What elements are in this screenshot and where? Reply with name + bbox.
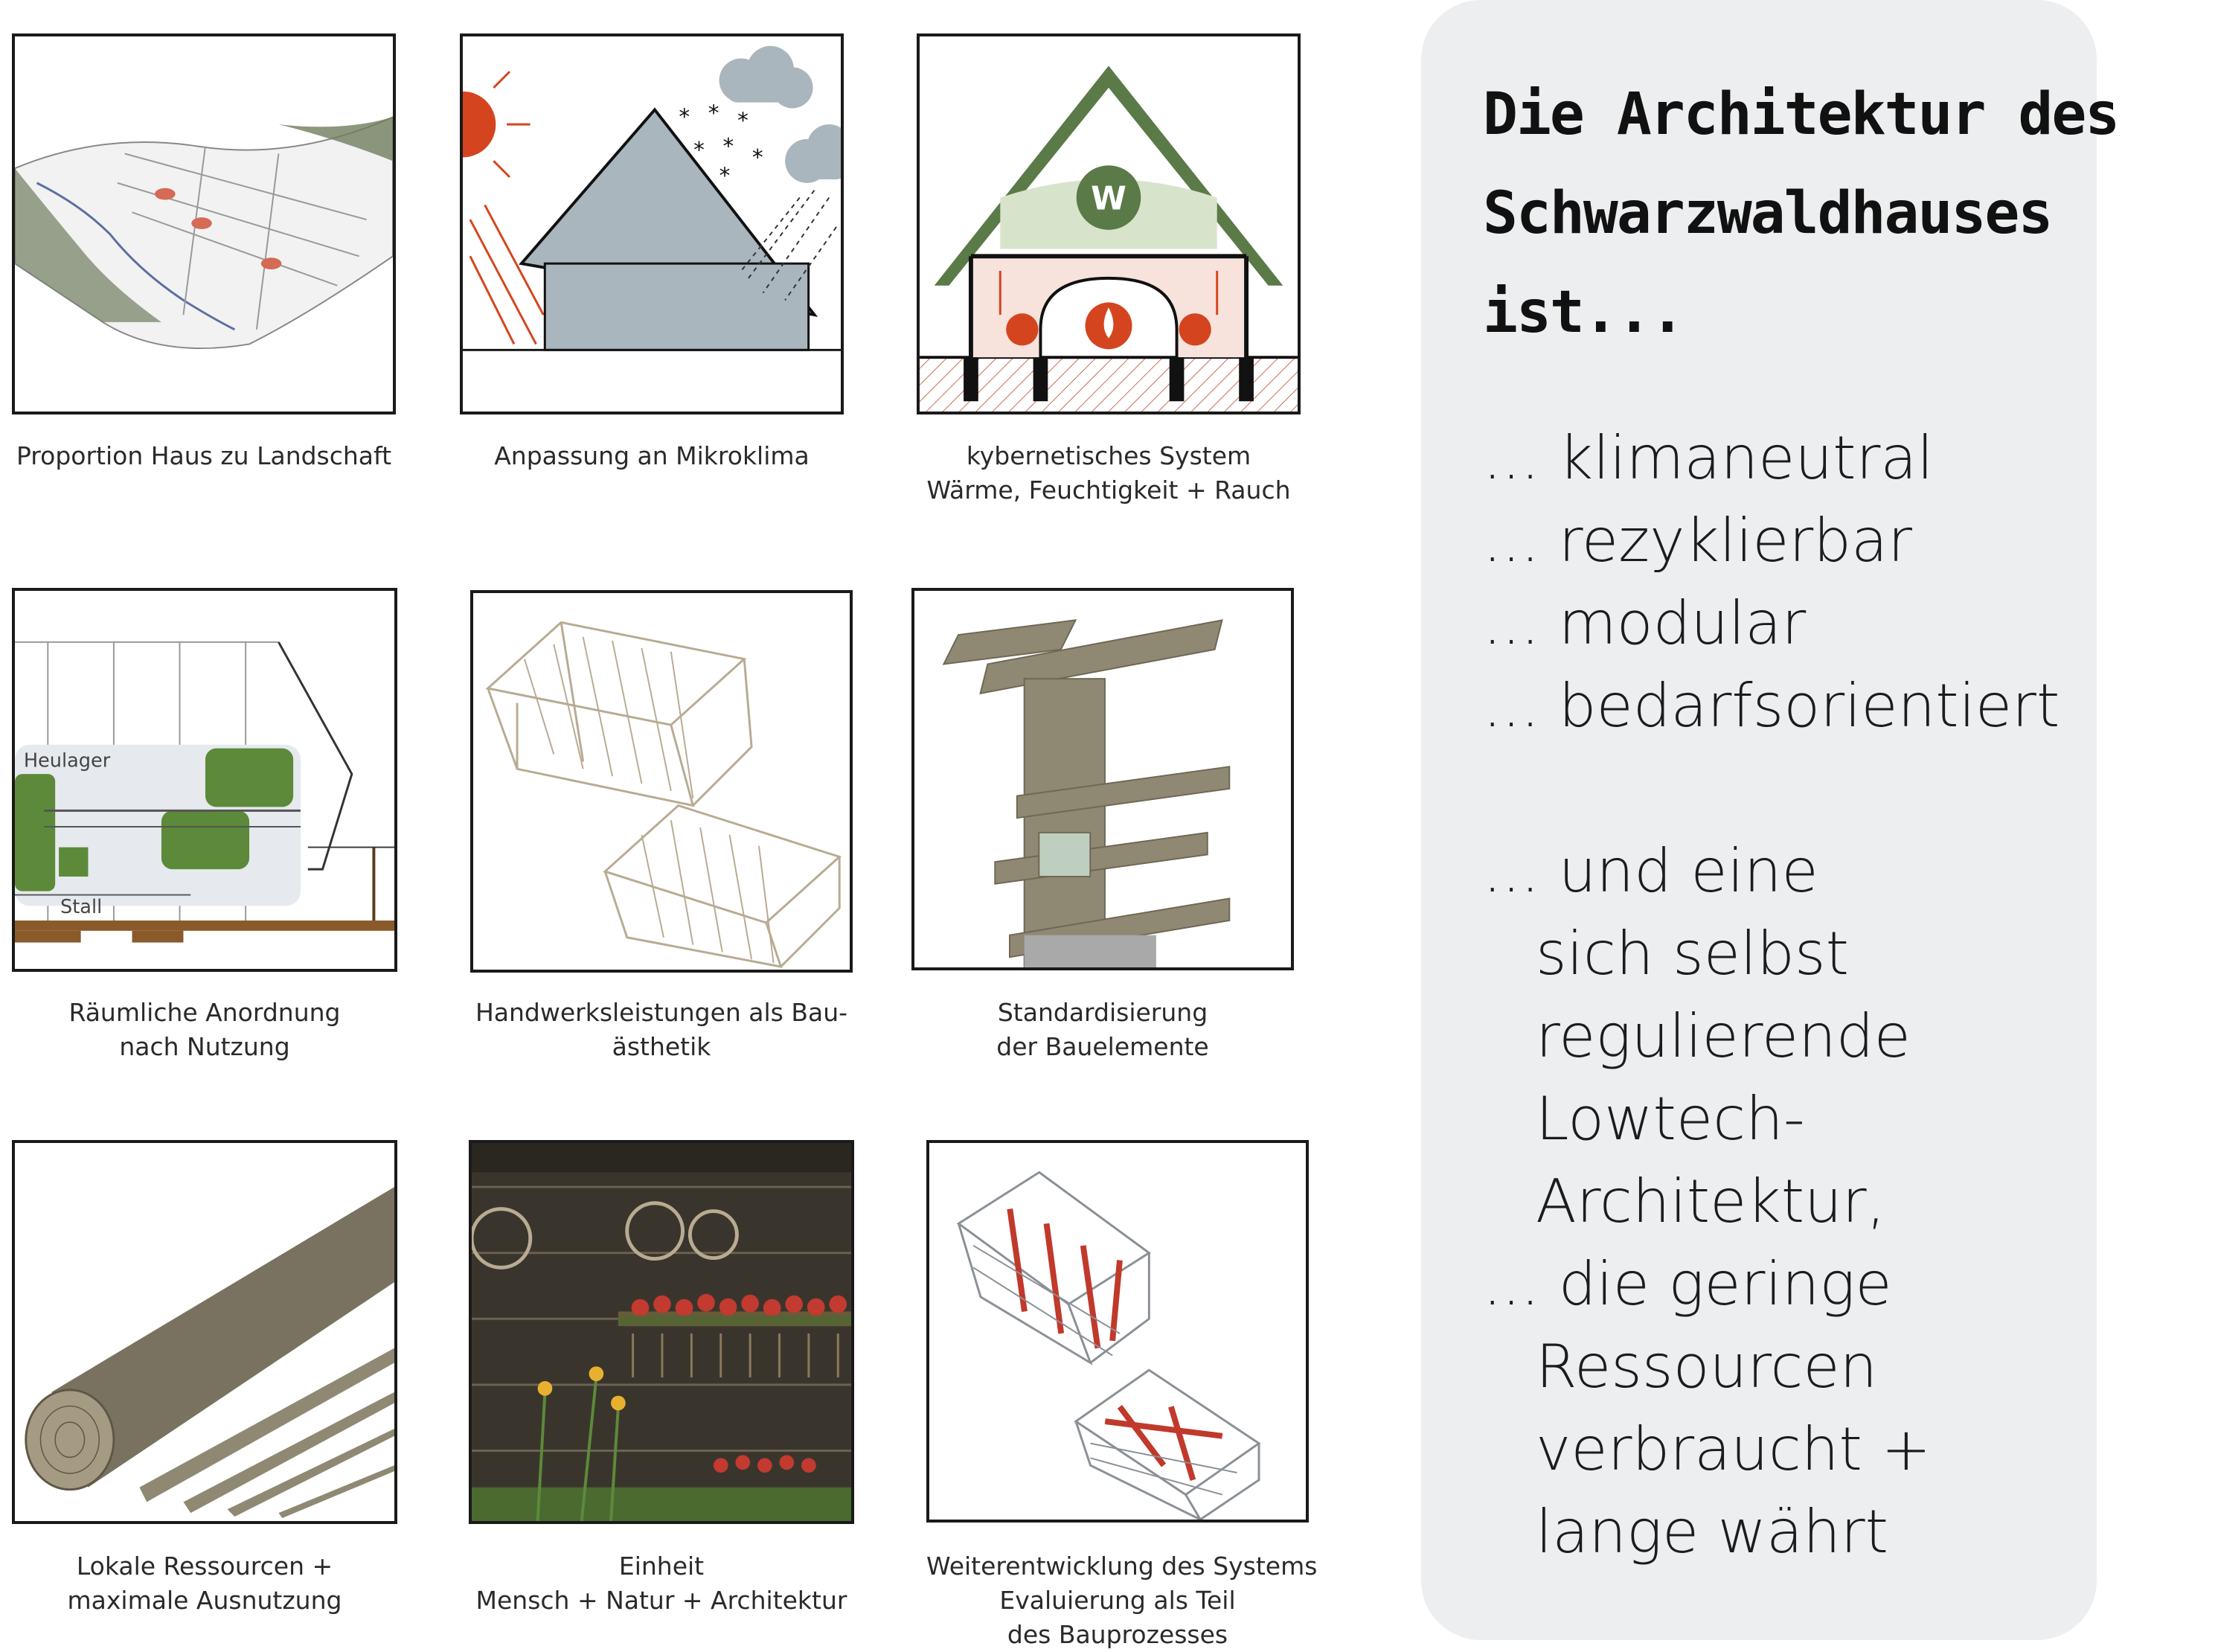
caption-line: Einheit [618,1552,705,1581]
tile-landscape [12,33,396,414]
caption-line: des Bauprozesses [1007,1620,1228,1649]
label-upper: Heulager [23,749,111,772]
statement-line: verbraucht + [1536,1415,1932,1484]
caption-standardization [911,996,1294,1064]
caption-line: maximale Ausnutzung [67,1586,342,1615]
landscape-illustration [15,36,393,412]
caption-local-resources [12,1549,397,1618]
tile-microclimate [460,33,844,414]
microclimate-illustration [463,36,841,412]
cybernetic-illustration [920,36,1298,412]
statement-line: ... klimaneutral [1483,423,1934,493]
sun-icon [463,92,496,158]
statement-line: ... modular [1483,589,1807,658]
statement-line: regulierende [1536,1002,1911,1071]
farmhouse-photo [472,1143,851,1521]
caption-landscape [12,439,396,473]
panel-title-line: Schwarzwaldhauses [1483,180,2052,247]
statement-line: lange währt [1536,1497,1889,1566]
panel-title [1483,65,2119,362]
statement-line: ... rezyklierbar [1483,506,1912,575]
caption-line: Wärme, Feuchtigkeit + Rauch [926,476,1291,505]
caption-line: Mensch + Natur + Architektur [475,1586,847,1615]
caption-line: Evaluierung als Teil [999,1586,1236,1615]
caption-microclimate [460,439,844,473]
tile-spatial [12,588,397,972]
statement-line: ... bedarfsorientiert [1483,671,2060,740]
statement-line: ... die geringe [1483,1249,1892,1319]
panel-statement-list [1483,417,2093,1573]
caption-craftsmanship [470,996,853,1064]
statement-line: Lowtech- [1536,1084,1805,1153]
caption-line: Standardisierung [997,998,1208,1027]
caption-line: nach Nutzung [119,1032,290,1061]
caption-line: Handwerksleistungen als Bau- [475,998,848,1027]
tile-development [926,1140,1309,1523]
timber-frame-illustration [473,593,850,970]
panel-title-line: Die Architektur des [1483,81,2119,148]
label-lower: Stall [60,896,103,919]
caption-development [926,1549,1318,1652]
structural-model-illustration [929,1143,1306,1520]
svg-text:*: * [693,137,705,163]
svg-text:*: * [737,108,749,134]
tile-standardization [911,588,1294,970]
caption-line: Weiterentwicklung des Systems [926,1552,1318,1581]
caption-cybernetic [917,439,1301,508]
svg-text:W: W [1091,180,1126,218]
statement-line: ... und eine [1483,836,1818,906]
caption-spatial [12,996,397,1064]
statement-line: Ressourcen [1536,1332,1878,1401]
svg-text:*: * [722,133,734,159]
caption-line: ästhetik [612,1032,711,1061]
tile-local-resources [12,1140,397,1524]
caption-line: der Bauelemente [996,1032,1209,1061]
caption-line: Proportion Haus zu Landschaft [16,441,392,470]
svg-text:*: * [719,162,731,188]
tile-craftsmanship [470,590,853,973]
tile-unity-photo [469,1140,854,1524]
building-elements-illustration [914,591,1291,967]
svg-text:*: * [751,144,763,170]
svg-text:*: * [679,104,690,130]
panel-title-line: ist... [1483,279,1684,346]
tile-cybernetic [917,33,1301,414]
log-timber-illustration [15,1143,394,1521]
caption-unity [469,1549,854,1618]
caption-line: Lokale Ressourcen + [76,1552,333,1581]
caption-line: Anpassung an Mikroklima [494,441,810,470]
statement-line: sich selbst [1536,919,1849,988]
statement-line: Architektur, [1536,1167,1886,1236]
svg-text:*: * [708,100,719,127]
spatial-illustration [15,591,394,969]
statement-spacer [1483,747,2093,830]
caption-line: kybernetisches System [966,441,1251,470]
caption-line: Räumliche Anordnung [68,998,341,1027]
